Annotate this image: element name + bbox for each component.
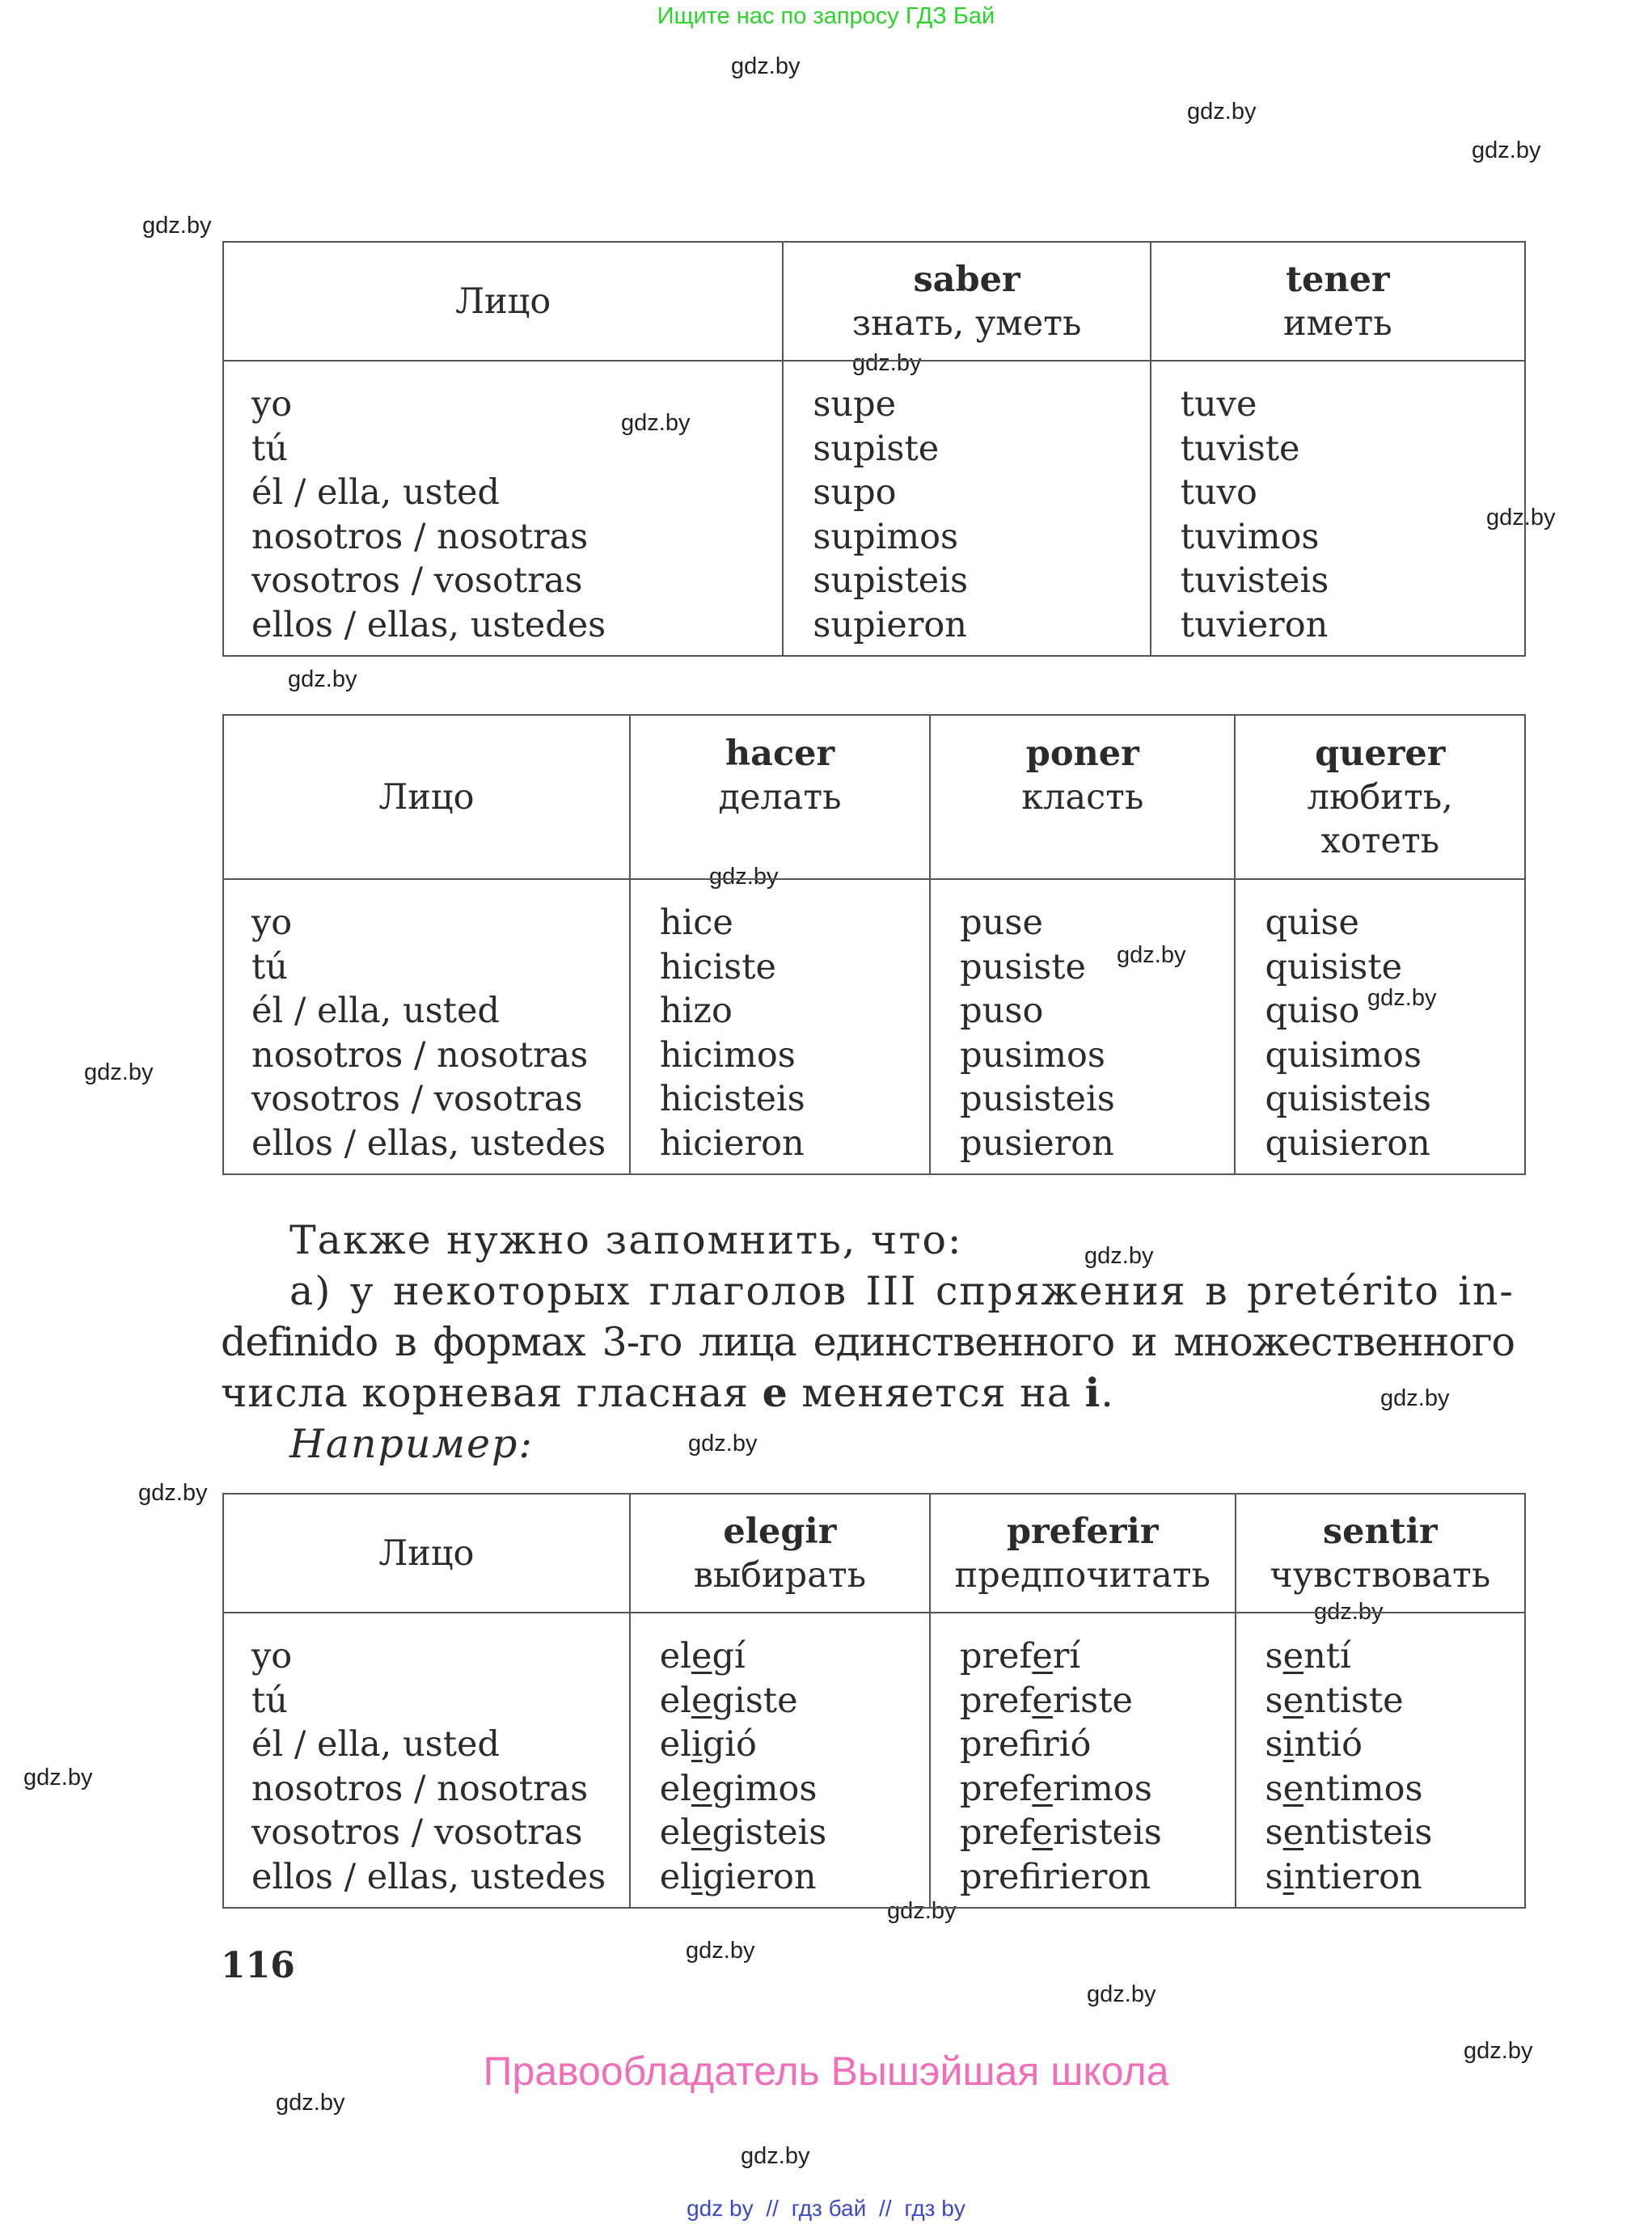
- watermark: gdz.by: [276, 2090, 345, 2116]
- footer-separator: //: [879, 2196, 892, 2221]
- verb-form: prefrieron: [959, 1856, 1151, 1897]
- watermark: gdz.by: [1187, 99, 1257, 125]
- verb-form: sentimos: [1265, 1768, 1423, 1809]
- persons-column: yo tú él / ella, usted nosotros / nosotras vosotros / vosotras ellos / ellas, ustedes: [223, 879, 630, 1174]
- watermark: gdz.by: [852, 350, 922, 376]
- verb-header-preferir: preferir предпочитать: [930, 1494, 1236, 1613]
- table-elegir-preferir-sentir: [222, 1493, 1526, 1909]
- verb-form: preferiste: [959, 1680, 1133, 1721]
- verb-header-elegir: elegir выбирать: [630, 1494, 930, 1613]
- rule-line: а) у некоторых глаголов III спряжения в pretérito in-: [289, 1268, 1515, 1314]
- watermark: gdz.by: [1472, 137, 1541, 163]
- watermark: gdz.by: [1367, 985, 1437, 1011]
- table-hacer-poner-querer: [222, 714, 1526, 1175]
- verb-form: preferisteis: [959, 1812, 1162, 1853]
- verb-form: sintieron: [1265, 1856, 1422, 1897]
- verb-form: sintió: [1265, 1724, 1363, 1765]
- footer-link[interactable]: гдз by: [904, 2196, 965, 2221]
- watermark: gdz.by: [731, 53, 801, 79]
- forms-column-sentir: [1236, 1613, 1525, 1908]
- rule-paragraph: [221, 1215, 1515, 1469]
- verb-form: sentisteis: [1265, 1812, 1433, 1853]
- forms-column-poner: puse pusiste puso pusimos pusisteis pusieron: [930, 879, 1235, 1174]
- verb-header-sentir: sentir чувствовать: [1236, 1494, 1525, 1613]
- forms-column-preferir: [930, 1613, 1236, 1908]
- verb-form: elegisteis: [659, 1812, 827, 1853]
- verb-header-hacer: hacer делать: [630, 715, 930, 879]
- rule-line: definido в формах 3-го лица единственного и множественного: [221, 1319, 1515, 1365]
- forms-column-saber: supe supiste supo supimos supisteis supieron: [783, 361, 1150, 656]
- verb-form: elegiste: [659, 1680, 798, 1721]
- persons-column: yo tú él / ella, usted nosotros / nosotras vosotros / vosotras ellos / ellas, ustedes: [223, 361, 783, 656]
- verb-form: preferí: [959, 1636, 1081, 1676]
- watermark: gdz.by: [887, 1898, 957, 1924]
- verb-form: sentí: [1265, 1636, 1351, 1676]
- table-saber-tener: [222, 241, 1526, 657]
- verb-header-tener: tener иметь: [1151, 242, 1525, 361]
- watermark: gdz.by: [686, 1938, 755, 1964]
- verb-header-querer: querer любить, хотеть: [1235, 715, 1525, 879]
- verb-header-poner: poner класть: [930, 715, 1235, 879]
- verb-form: eligió: [659, 1724, 757, 1765]
- forms-column-querer: quise quisiste quiso quisimos quisisteis quisieron: [1235, 879, 1525, 1174]
- copyright-banner: Правообладатель Вышэйшая школа: [483, 2049, 1169, 2094]
- forms-column-elegir: [630, 1613, 930, 1908]
- verb-form: prefrió: [959, 1724, 1092, 1765]
- footer-separator: //: [766, 2196, 779, 2221]
- verb-form: elegimos: [659, 1768, 818, 1809]
- forms-column-tener: tuve tuviste tuvo tuvimos tuvisteis tuvieron: [1151, 361, 1525, 656]
- watermark: gdz.by: [1087, 1981, 1156, 2007]
- verb-header-saber: saber знать, уметь: [783, 242, 1150, 361]
- footer-link[interactable]: gdz by: [687, 2196, 754, 2221]
- watermark: gdz.by: [621, 410, 691, 436]
- watermark: gdz.by: [1117, 942, 1186, 968]
- watermark: gdz.by: [23, 1765, 93, 1791]
- person-header: Лицо: [223, 715, 630, 879]
- watermark: gdz.by: [1486, 505, 1556, 531]
- persons-column: yo tú él / ella, usted nosotros / nosotras vosotros / vosotras ellos / ellas, ustedes: [223, 1613, 630, 1908]
- forms-column-hacer: hice hiciste hizo hicimos hicisteis hicieron: [630, 879, 930, 1174]
- intro-line: Также нужно запомнить, что:: [289, 1217, 963, 1263]
- watermark: gdz.by: [1084, 1243, 1154, 1269]
- watermark: gdz.by: [741, 2143, 810, 2169]
- verb-form: eligieron: [659, 1856, 817, 1897]
- watermark: gdz.by: [1464, 2038, 1533, 2064]
- watermark: gdz.by: [688, 1431, 758, 1457]
- watermark: gdz.by: [709, 864, 779, 890]
- verb-form: elegí: [659, 1636, 746, 1676]
- footer-link[interactable]: гдз бай: [791, 2196, 867, 2221]
- watermark: gdz.by: [1314, 1599, 1384, 1625]
- verb-form: preferimos: [959, 1768, 1152, 1809]
- verb-form: sentiste: [1265, 1680, 1404, 1721]
- watermark: gdz.by: [84, 1059, 154, 1085]
- example-label: Например:: [289, 1421, 534, 1467]
- watermark: gdz.by: [288, 666, 357, 692]
- person-header: Лицо: [223, 242, 783, 361]
- watermark: gdz.by: [1380, 1385, 1450, 1411]
- footer-links: [0, 2196, 1652, 2222]
- watermark: gdz.by: [142, 213, 212, 239]
- person-header: Лицо: [223, 1494, 630, 1613]
- search-banner: Ищите нас по запросу ГДЗ Бай: [657, 3, 995, 29]
- rule-line: числа корневая гласная e меняется на i.: [221, 1369, 1114, 1416]
- page-number: 116: [221, 1945, 295, 1986]
- watermark: gdz.by: [138, 1480, 208, 1506]
